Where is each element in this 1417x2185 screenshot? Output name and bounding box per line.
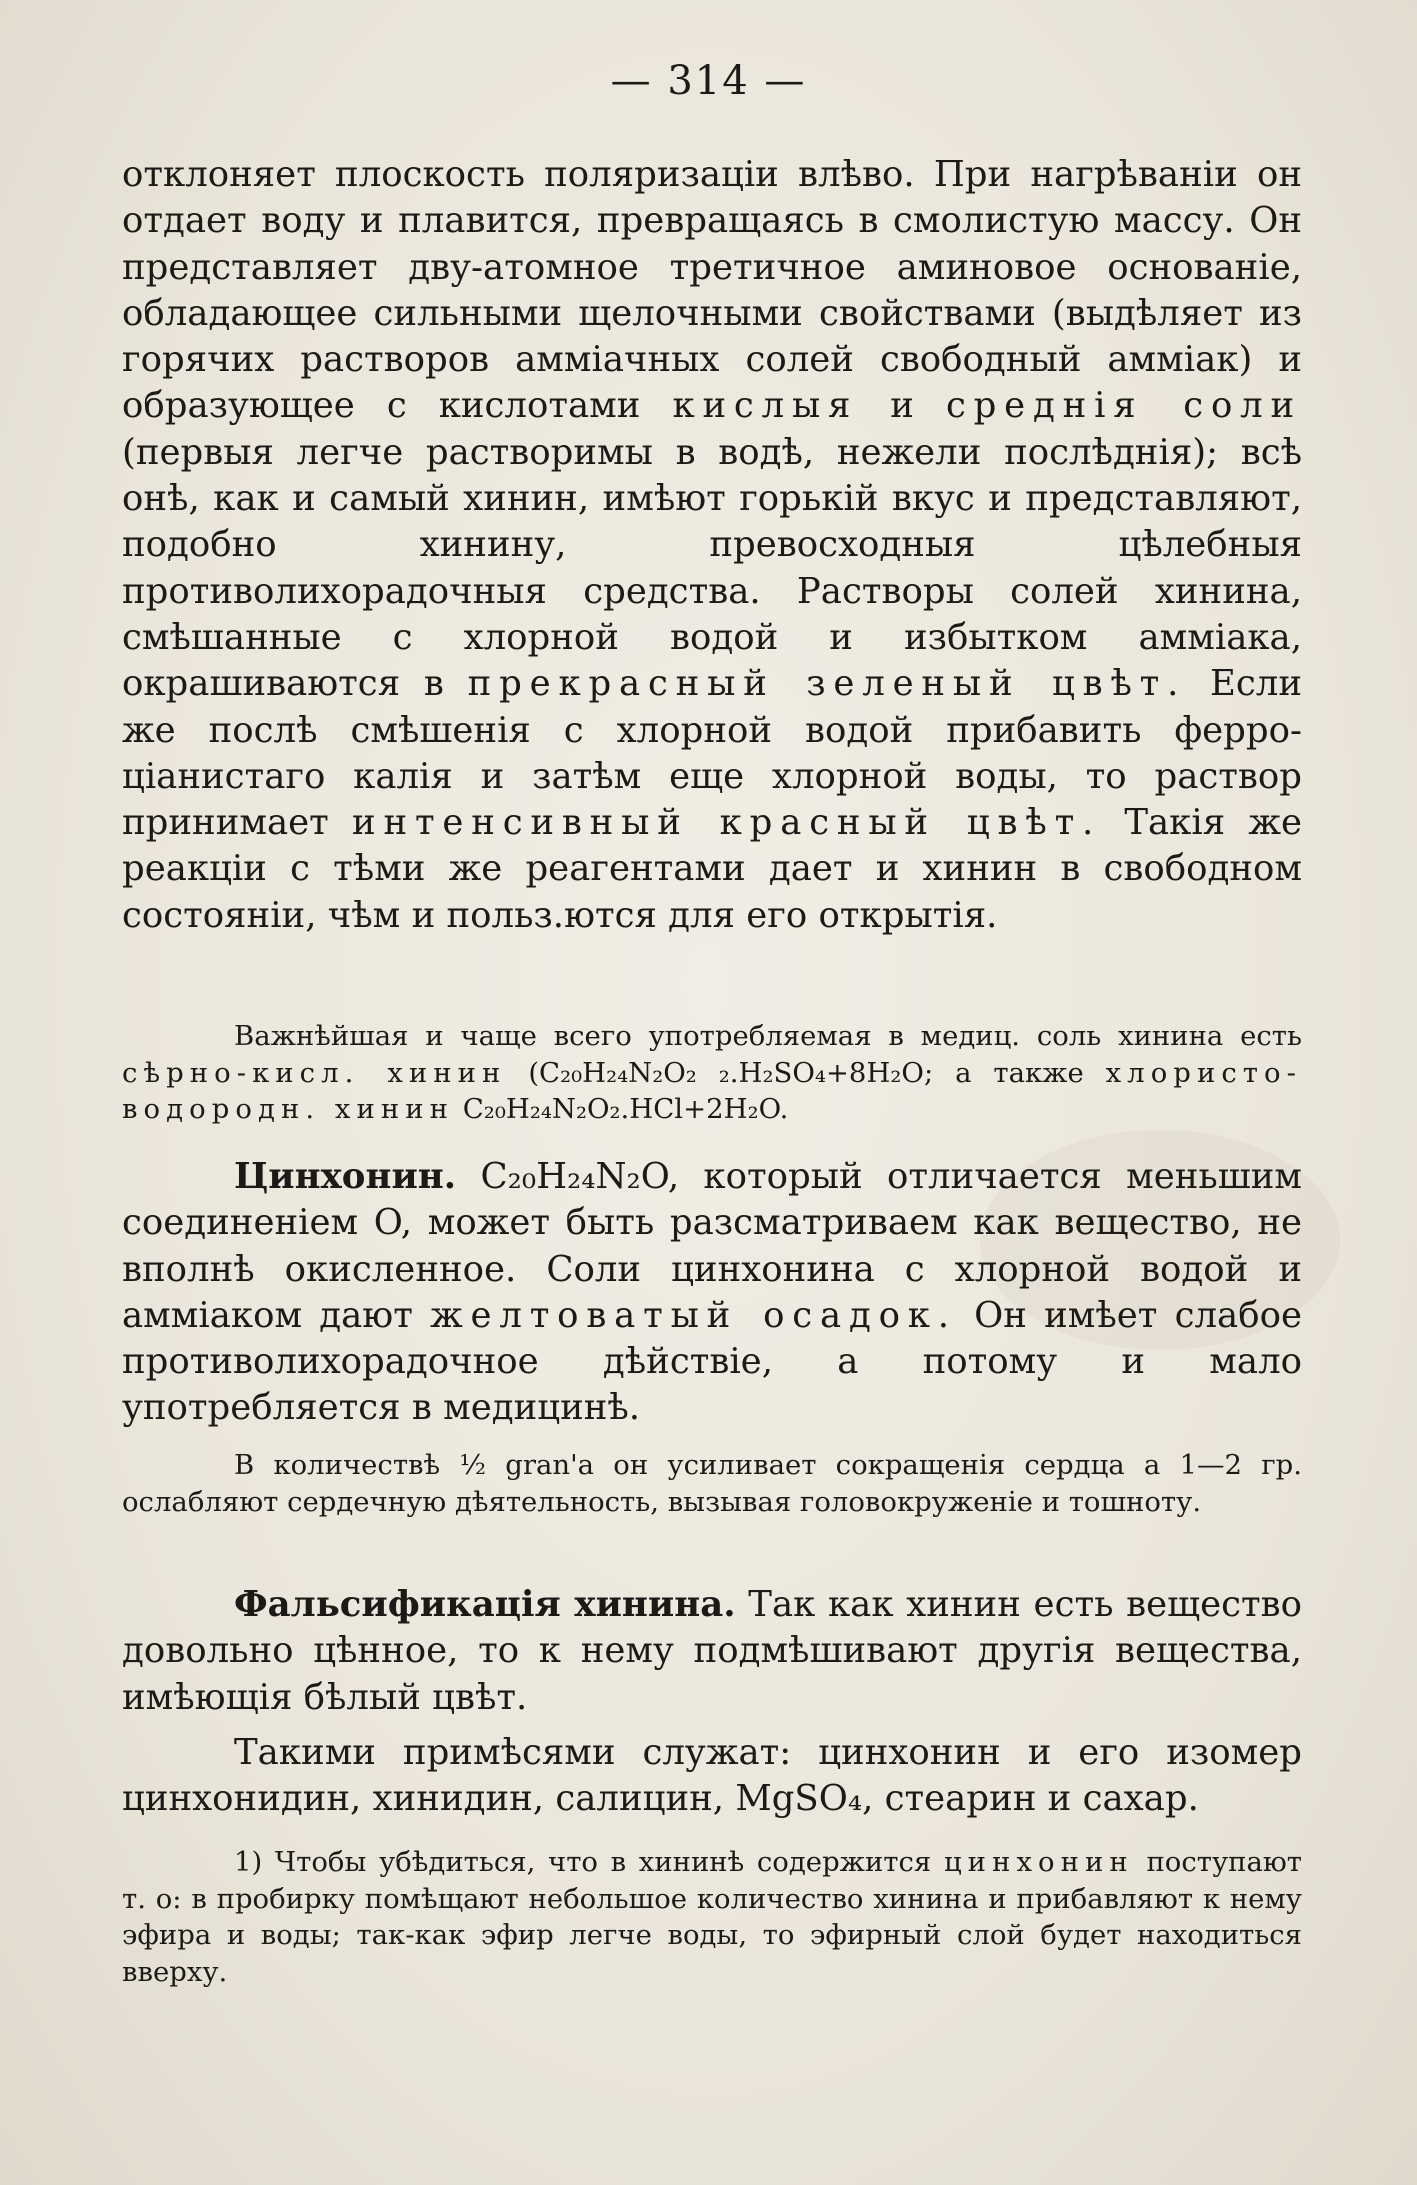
text-run: 1) Чтобы убѣдиться, что в хининѣ содержится <box>234 1846 944 1878</box>
text-run: Такія же реакціи с тѣми же реагентами дает и хинин в свободном состояніи, чѣм и польз.ются для его открытія. <box>122 802 1302 936</box>
footnote-cinchonine-test <box>122 1844 1302 1990</box>
text-run: В количествѣ ½ gran'а он усиливает сокращенія сердца а 1—2 гр. ослабляют сердечную дѣятельность, вызывая головокруженіе и тошноту. <box>122 1449 1302 1518</box>
text-run: а также <box>933 1056 1106 1089</box>
paragraph-falsification <box>122 1582 1302 1721</box>
heading-cinchonine: Цинхонин. <box>234 1156 457 1197</box>
text-run: Он имѣет слабое противолихорадочное дѣйствіе, а потому и мало употребляется в медицинѣ. <box>122 1294 1302 1429</box>
paragraph-admixtures <box>122 1730 1302 1823</box>
text-run: Такими примѣсями служат: цинхонин и его изомер цинхонидин, хинидин, салицин, MgSO₄, стеарин и сахар. <box>122 1732 1302 1820</box>
emphasis-acidic: кислыя <box>672 385 859 427</box>
note-quinine-salts <box>122 1018 1302 1128</box>
text-run: Так как хинин есть вещество довольно цѣнное, то к нему подмѣшивают другія вещества, имѣющія бѣлый цвѣт. <box>122 1584 1302 1718</box>
emphasis-green-color: прекрасный зеленый цвѣт. <box>467 663 1187 705</box>
formula-quinine-hydrochloride: C₂₀H₂₄N₂O₂.HCl+2H₂O. <box>462 1093 789 1125</box>
page-number: — 314 — <box>610 58 807 104</box>
text-run: и <box>858 385 946 427</box>
emphasis-cinchonine: цинхонин <box>943 1846 1134 1878</box>
emphasis-red-color: интенсивный красный цвѣт. <box>352 802 1102 844</box>
text-run: Если же послѣ смѣшенія с хлорной водой прибавить ферро-ціанистаго калія и затѣм еще хлорной воды, то раствор принимает <box>122 663 1303 844</box>
text-run: который отличается меньшим соединеніем O, может быть разсматриваем как вещество, не вполнѣ окисленное. Соли цинхонина с хлорной водой и амміаком дают <box>122 1156 1302 1336</box>
emphasis-neutral-salts: среднія соли <box>945 385 1303 427</box>
emphasis-quinine-sulfate: сѣрно-кисл. хинин <box>122 1056 507 1089</box>
text-run: отклоняет плоскость поляризаціи влѣво. При нагрѣваніи он отдает воду и плавится, превращаясь в смолистую массу. Он представляет дву-атомное третичное аминовое основаніе, обладающее сильными щелочными свойствами (выдѣляет из горячих растворов амміачных солей свободный амміак) и образующее с кислотами <box>122 154 1302 427</box>
heading-falsification: Фальсификація хинина. <box>234 1584 736 1625</box>
paragraph-quinine-properties <box>122 152 1302 939</box>
text-run: поступают т. о: в пробирку помѣщают небольшое количество хинина и прибавляют к нему эфира и воды; так-как эфир легче воды, то эфирный слой будет находиться вверху. <box>122 1846 1302 1988</box>
formula-quinine-sulfate: (C₂₀H₂₄N₂O₂ ₂.H₂SO₄+8H₂O; <box>528 1056 934 1089</box>
paragraph-cinchonine <box>122 1154 1302 1432</box>
formula-cinchonine: C₂₀H₂₄N₂O, <box>480 1156 680 1197</box>
text-run: (первыя легче растворимы в водѣ, нежели послѣднія); всѣ онѣ, как и самый хинин, имѣют горькій вкус и представляют, подобно хинину, превосходныя цѣлебныя противолихорадочныя средства. Растворы солей хинина, смѣшанные с хлорной водой и избытком амміака, окрашиваются в <box>122 431 1302 705</box>
emphasis-quinine-hydrochloride: хлористо-водородн. хинин <box>122 1056 1303 1125</box>
text-run: Важнѣйшая и чаще всего употребляемая в медиц. соль хинина есть <box>234 1020 1302 1052</box>
emphasis-yellowish-precipitate: желтоватый осадок. <box>430 1294 957 1336</box>
note-cinchonine-dose <box>122 1447 1302 1520</box>
